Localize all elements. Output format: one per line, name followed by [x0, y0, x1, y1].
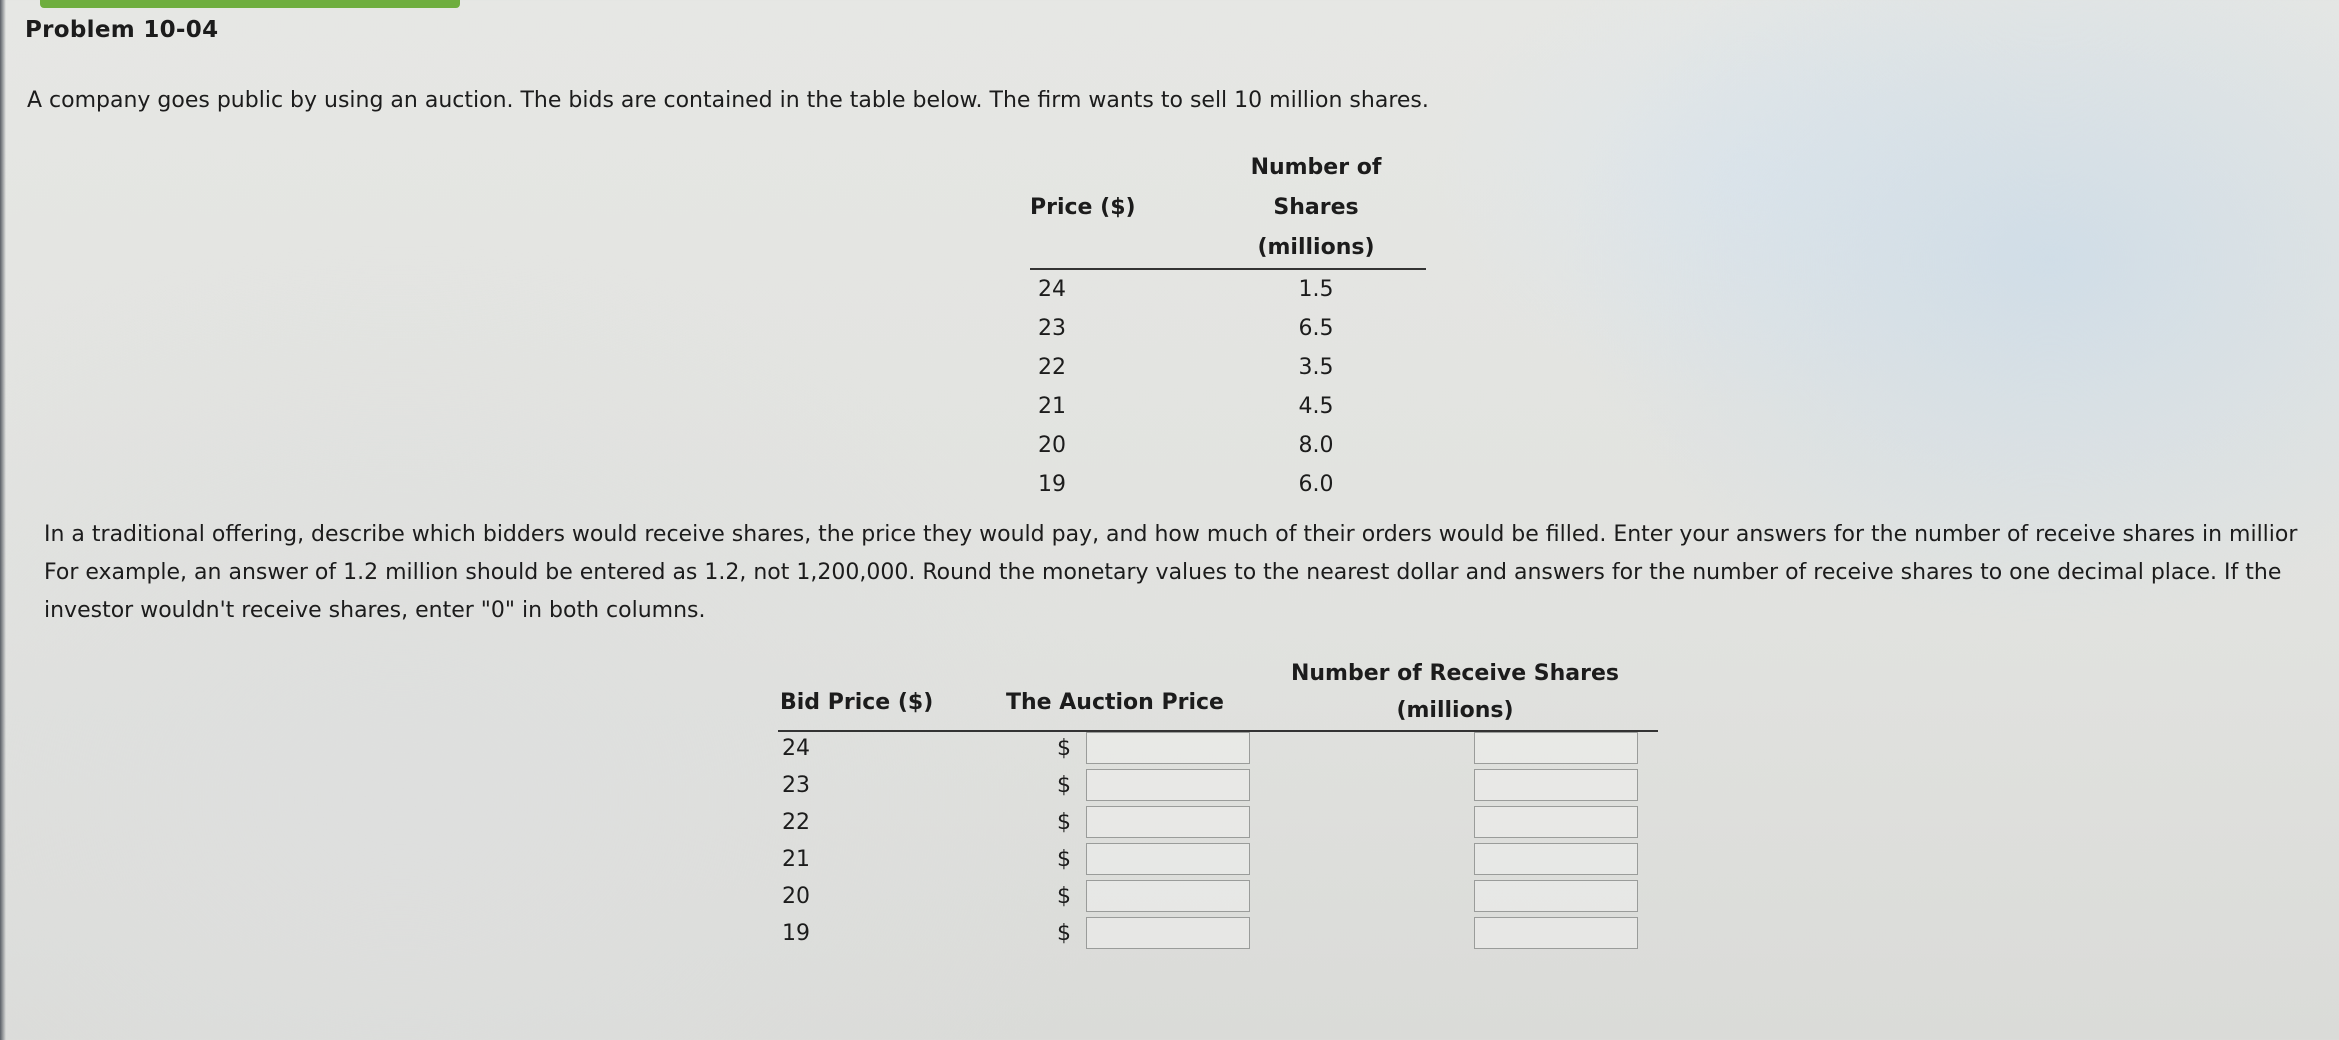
answer-bid-price: 21	[782, 847, 810, 872]
bids-table-row	[1030, 309, 1426, 348]
currency-symbol: $	[1057, 884, 1071, 909]
bid-shares-cell: 8.0	[1298, 433, 1334, 458]
instructions	[44, 516, 2339, 630]
bid-price-cell: 19	[1038, 472, 1066, 497]
problem-intro: A company goes public by using an auction. The bids are contained in the table below. The firm wants to sell 10 million shares.	[27, 88, 1429, 113]
answer-row	[780, 732, 1660, 769]
auction-price-input[interactable]	[1086, 880, 1250, 912]
answer-row	[780, 769, 1660, 806]
bids-table-header	[1030, 148, 1426, 269]
receive-shares-header-line1: Number of Receive Shares	[1290, 661, 1620, 686]
bid-price-cell: 20	[1038, 433, 1066, 458]
bids-col-shares-line2: Shares	[1273, 195, 1359, 220]
bid-shares-cell: 6.5	[1298, 316, 1334, 341]
answer-row	[780, 843, 1660, 880]
answer-row	[780, 917, 1660, 954]
currency-symbol: $	[1057, 773, 1071, 798]
answer-bid-price: 23	[782, 773, 810, 798]
currency-symbol: $	[1057, 921, 1071, 946]
bid-price-cell: 22	[1038, 355, 1066, 380]
auction-price-input[interactable]	[1086, 732, 1250, 764]
bid-price-cell: 21	[1038, 394, 1066, 419]
answer-row	[780, 806, 1660, 843]
instructions-line-3: investor wouldn't receive shares, enter "0" in both columns.	[44, 598, 706, 623]
bids-table-row	[1030, 465, 1426, 504]
auction-price-input[interactable]	[1086, 769, 1250, 801]
receive-shares-input[interactable]	[1474, 769, 1638, 801]
answer-bid-price: 19	[782, 921, 810, 946]
receive-shares-input[interactable]	[1474, 806, 1638, 838]
answer-bid-price: 20	[782, 884, 810, 909]
bid-shares-cell: 4.5	[1298, 394, 1334, 419]
instructions-line-2: For example, an answer of 1.2 million should be entered as 1.2, not 1,200,000. Round the monetary values to the nearest dollar and answers for the number of receive shares to one decimal place. If the	[44, 560, 2282, 585]
screen-edge	[0, 0, 6, 1040]
receive-shares-input[interactable]	[1474, 917, 1638, 949]
bids-col-shares-line3: (millions)	[1257, 235, 1375, 260]
bids-table	[1030, 148, 1426, 504]
bid-price-cell: 24	[1038, 277, 1066, 302]
auction-price-header: The Auction Price	[1006, 690, 1224, 715]
answer-bid-price: 24	[782, 736, 810, 761]
answer-row	[780, 880, 1660, 917]
bids-table-row	[1030, 269, 1426, 309]
receive-shares-header	[1280, 655, 1630, 729]
receive-shares-header-line2: (millions)	[1396, 698, 1514, 723]
auction-price-input[interactable]	[1086, 806, 1250, 838]
bid-price-header: Bid Price ($)	[780, 690, 934, 715]
auction-price-input[interactable]	[1086, 917, 1250, 949]
answer-bid-price: 22	[782, 810, 810, 835]
bids-table-row	[1030, 348, 1426, 387]
bid-shares-cell: 1.5	[1298, 277, 1334, 302]
currency-symbol: $	[1057, 736, 1071, 761]
instructions-line-1: In a traditional offering, describe which bidders would receive shares, the price they would pay, and how much of their orders would be filled. Enter your answers for the number of receive shares in millior	[44, 522, 2298, 547]
bids-table-row	[1030, 426, 1426, 465]
problem-title: Problem 10-04	[25, 17, 219, 43]
bid-shares-cell: 3.5	[1298, 355, 1334, 380]
currency-symbol: $	[1057, 810, 1071, 835]
receive-shares-input[interactable]	[1474, 843, 1638, 875]
receive-shares-input[interactable]	[1474, 732, 1638, 764]
bids-col-price-header: Price ($)	[1030, 148, 1226, 269]
bids-table-row	[1030, 387, 1426, 426]
currency-symbol: $	[1057, 847, 1071, 872]
auction-price-input[interactable]	[1086, 843, 1250, 875]
bid-shares-cell: 6.0	[1298, 472, 1334, 497]
bid-price-cell: 23	[1038, 316, 1066, 341]
bids-col-shares-header	[1226, 148, 1426, 269]
receive-shares-input[interactable]	[1474, 880, 1638, 912]
progress-accent-bar	[40, 0, 460, 8]
bids-col-shares-line1: Number of	[1250, 155, 1382, 180]
